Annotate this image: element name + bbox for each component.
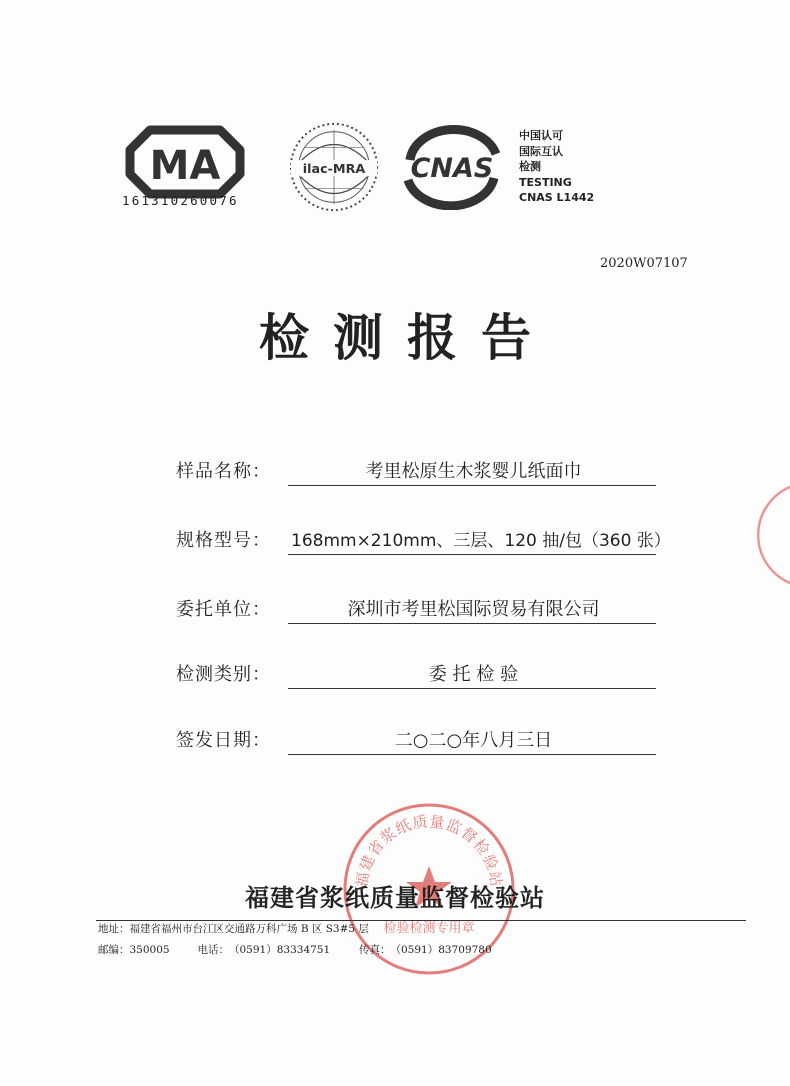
field-value: 二○二○年八月三日 xyxy=(394,730,553,751)
edge-stamp xyxy=(740,480,790,590)
field-underline xyxy=(288,623,656,624)
cma-logo-text: MA xyxy=(149,143,221,189)
postcode-label: 邮编： xyxy=(98,944,130,956)
postcode-value: 350005 xyxy=(129,944,170,956)
field-value: 168mm×210mm、三层、120 抽/包（360 张） xyxy=(291,531,671,551)
cnas-accreditation-text xyxy=(519,128,594,206)
phone-label: 电话： xyxy=(197,944,229,956)
field-label: 签发日期： xyxy=(176,730,271,751)
address-value: 福建省福州市台江区交通路万科广场 B 区 S3#5 层 xyxy=(129,923,369,935)
cnas-logo-text: CNAS xyxy=(410,153,494,184)
field-underline xyxy=(288,485,656,486)
field-value: 委 托 检 验 xyxy=(428,664,519,685)
field-underline xyxy=(288,688,656,689)
organization-name: 福建省浆纸质量监督检验站 xyxy=(245,884,545,912)
field-label: 样品名称： xyxy=(176,461,271,482)
stamp-subtext: 检验检测专用章 xyxy=(383,921,475,936)
cma-code: 161310260076 xyxy=(122,193,239,208)
ilac-mra-logo xyxy=(285,118,383,216)
field-value: 深圳市考里松国际贸易有限公司 xyxy=(347,599,600,620)
field-label: 委托单位： xyxy=(176,599,271,620)
footer-contacts xyxy=(98,942,492,957)
cnas-line: CNAS L1442 xyxy=(519,191,595,204)
field-label: 检测类别： xyxy=(176,664,271,685)
field-issue-date xyxy=(176,720,656,760)
stamp-text: 福建省浆纸质量监督检验站 xyxy=(352,812,506,889)
cnas-logo xyxy=(396,124,508,210)
cnas-line: 检测 xyxy=(519,160,541,173)
field-test-type xyxy=(176,654,656,694)
field-label: 规格型号： xyxy=(176,530,271,551)
report-number: 2020W07107 xyxy=(600,256,688,271)
phone-value: （0591）83334751 xyxy=(229,944,331,956)
field-sample-name xyxy=(176,451,656,491)
field-underline xyxy=(288,754,656,755)
cnas-line: 中国认可 xyxy=(519,129,563,142)
footer-address xyxy=(98,921,369,936)
cnas-line: TESTING xyxy=(519,175,572,189)
field-client xyxy=(176,589,656,629)
report-title: 检测报告 xyxy=(259,309,555,367)
field-specification xyxy=(176,520,671,560)
cnas-line: 国际互认 xyxy=(519,144,563,158)
ilac-logo-text: ilac-MRA xyxy=(302,161,366,177)
field-underline xyxy=(288,554,656,555)
fax-value: （0591）83709780 xyxy=(390,944,492,956)
field-value: 考里松原生木浆婴儿纸面巾 xyxy=(365,461,582,482)
address-label: 地址： xyxy=(98,923,130,935)
fax-label: 传真： xyxy=(359,944,391,956)
